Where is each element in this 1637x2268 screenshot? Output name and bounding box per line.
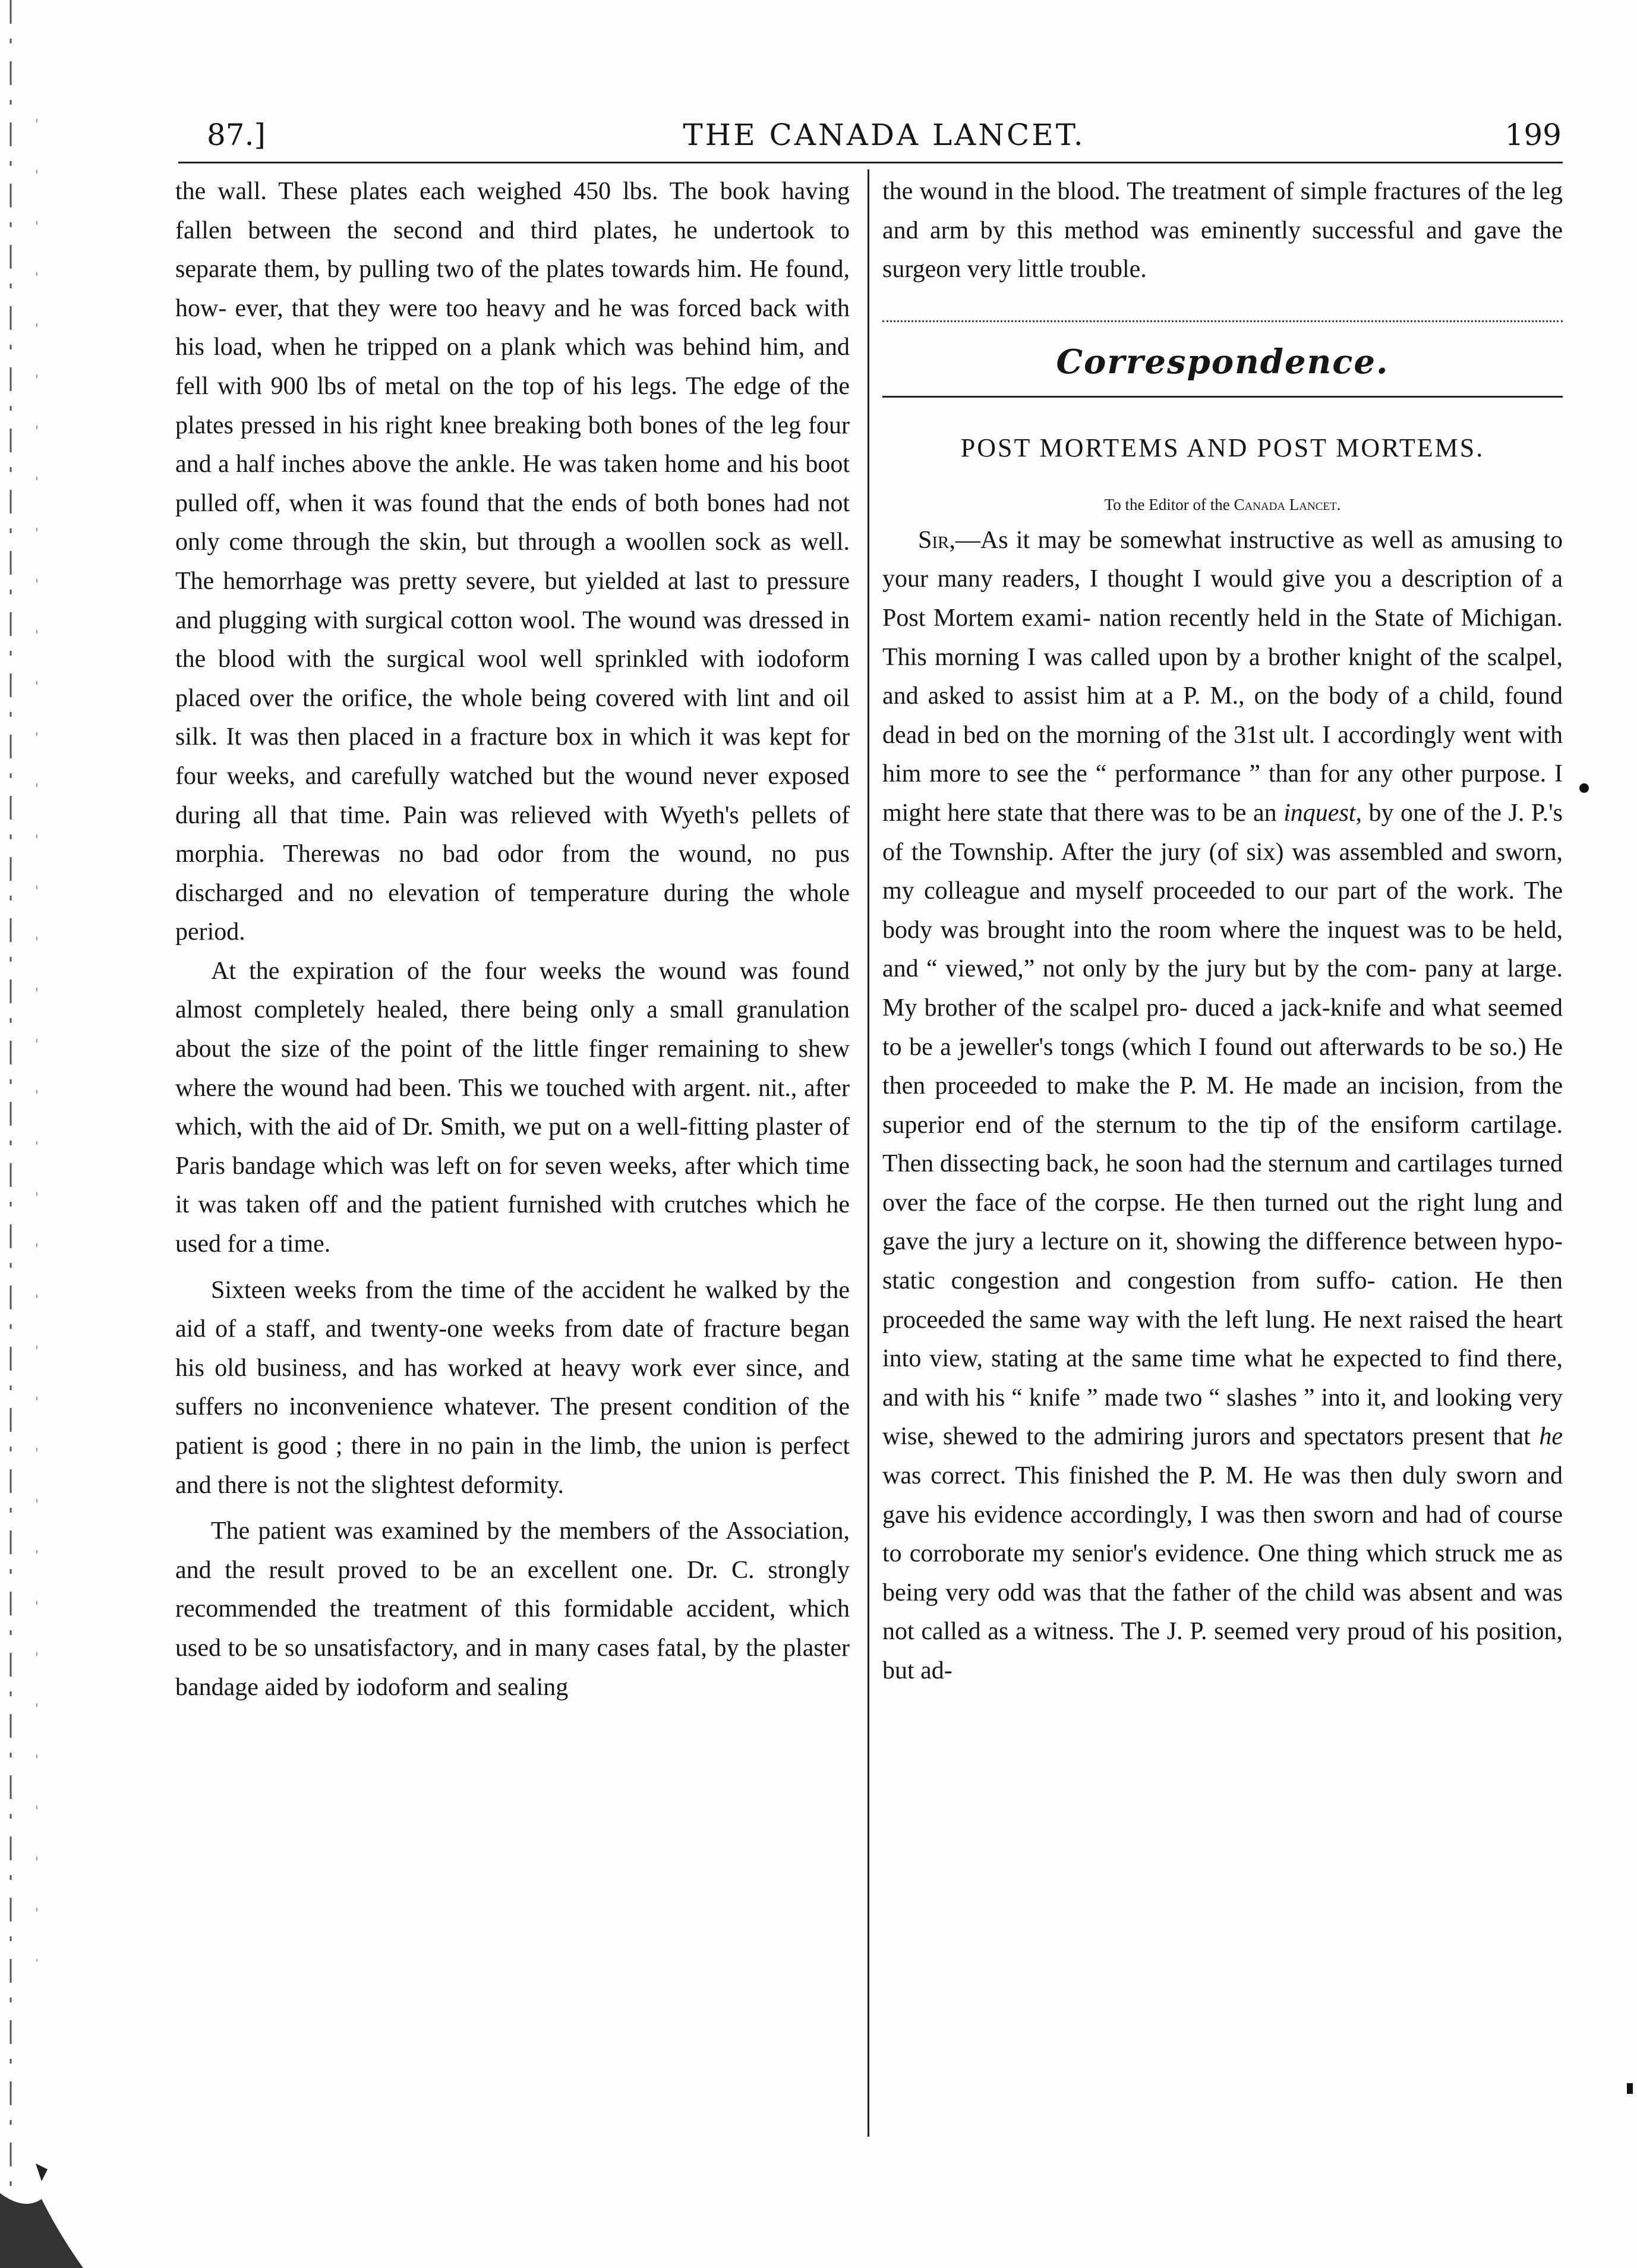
left-column — [175, 172, 850, 1707]
paragraph: At the expiration of the four weeks the wound was found almost completely healed, there being only a small granulation about the size of the point of the little finger remaining to shew where the wound had been. This we touched with argent. nit., after which, with the aid of Dr. Smith, we put on a well-fitting plaster of Paris bandage which was left on for seven weeks, after which time it was taken off and the patient furnished with crutches which he used for a time. — [175, 957, 850, 1258]
ink-spot — [1627, 2083, 1633, 2094]
volume-page-ref: 87.] — [207, 118, 266, 152]
paragraph: Sixteen weeks from the time of the accident he walked by the aid of a staff, and twenty-one weeks from date of fracture began his old business, and has worked at heavy work ever since, and suffers no inconvenience whatever. The present condition of the patient is good ; there in no pain in the limb, the union is perfect and there is not the slightest deformity. — [175, 1276, 850, 1499]
salutation: Sir, — [918, 526, 955, 554]
column-divider — [868, 169, 869, 2137]
journal-title: THE CANADA LANCET. — [683, 118, 1086, 152]
page-number: 199 — [1504, 118, 1562, 152]
section-rule — [882, 396, 1563, 398]
section-separator — [882, 320, 1563, 322]
header-rule — [178, 162, 1563, 163]
ink-spot — [1579, 783, 1589, 793]
running-header — [207, 118, 1562, 165]
letter-address: To the Editor of the Canada Lancet. — [1104, 495, 1341, 514]
scan-edge-artifact — [0, 0, 83, 2268]
right-column — [882, 172, 1563, 1691]
paragraph: The patient was examined by the members of the Association, and the result proved to be an excellent one. Dr. C. strongly recommended the treatment of this formidable accident, which used to be so unsatisfactory, and in many cases fatal, by the plaster bandage aided by iodoform and sealing — [175, 1517, 850, 1701]
section-heading: Correspondence. — [1056, 342, 1389, 382]
article-title: POST MORTEMS AND POST MORTEMS. — [960, 433, 1485, 462]
journal-name: Canada Lancet — [1234, 495, 1337, 514]
paragraph: the wall. These plates each weighed 450 lbs. The book having fallen between the second and third plates, he undertook to separate them, by pulling two of the plates towards him. He found, how- ever, that they were too heavy and he was forced back with his load, when he tripped on a plank which was behind him, and fell with 900 lbs of metal on the top of his legs. The edge of the plates pressed in his right knee breaking both bones of the leg four and a half inches above the ankle. He was taken home and his boot pulled off, when it was found that the ends of both bones had not only come through the skin, but through a woollen sock as well. The hemorrhage was pretty severe, but yielded at last to pressure and plugging with surgical cotton wool. The wound was dressed in the blood with the surgical wool well sprinkled with iodoform placed over the orifice, the whole being covered with lint and oil silk. It was then placed in a fracture box in which it was kept for four weeks, and carefully watched but the wound never exposed during all that time. Pain was relieved with Wyeth's pellets of morphia. Therewas no bad odor from the wound, no pus discharged and no elevation of temperature during the whole period. — [175, 178, 850, 946]
letter-body: Sir,—As it may be somewhat instructive as well as amusing to your many readers, I thought I would give you a description of a Post Mortem exami- nation recently held in the State of Michigan. This morning I was called upon by a brother knight of the scalpel, and asked to assist him at a P. M., on the body of a child, found dead in bed on the morning of the 31st ult. I accordingly went with him more to see the “ performance ” than for any other purpose. I might here state that there was to be an inquest, by one of the J. P.'s of the Township. After the jury (of six) was assembled and sworn, my colleague and myself proceeded to our part of the work. The body was brought into the room where the inquest was to be held, and “ viewed,” not only by the jury but by the com- pany at large. My brother of the scalpel pro- duced a jack-knife and what seemed to be a jeweller's tongs (which I found out afterwards to be so.) He then proceeded to make the P. M. He made an incision, from the superior end of the sternum to the tip of the ensiform cartilage. Then dissecting back, he soon had the sternum and cartilages turned over the face of the corpse. He then turned out the right lung and gave the jury a lecture on it, showing the difference between hypo-static congestion and congestion from suffo- cation. He then proceeded the same way with the left lung. He next raised the heart into view, stating at the same time what he expected to find there, and with his “ knife ” made two “ slashes ” into it, and looking very wise, shewed to the admiring jurors and spectators present that he was correct. This finished the P. M. He was then duly sworn and gave his evidence accordingly, I was then sworn and had of course to corroborate my senior's evidence. One thing which struck me as being very odd was that the father of the child was absent and was not called as a witness. The J. P. seemed very proud of his position, but ad- — [882, 526, 1563, 1684]
continuation-paragraph: the wound in the blood. The treatment of simple fractures of the leg and arm by this method was eminently successful and gave the surgeon very little trouble. — [882, 178, 1563, 284]
